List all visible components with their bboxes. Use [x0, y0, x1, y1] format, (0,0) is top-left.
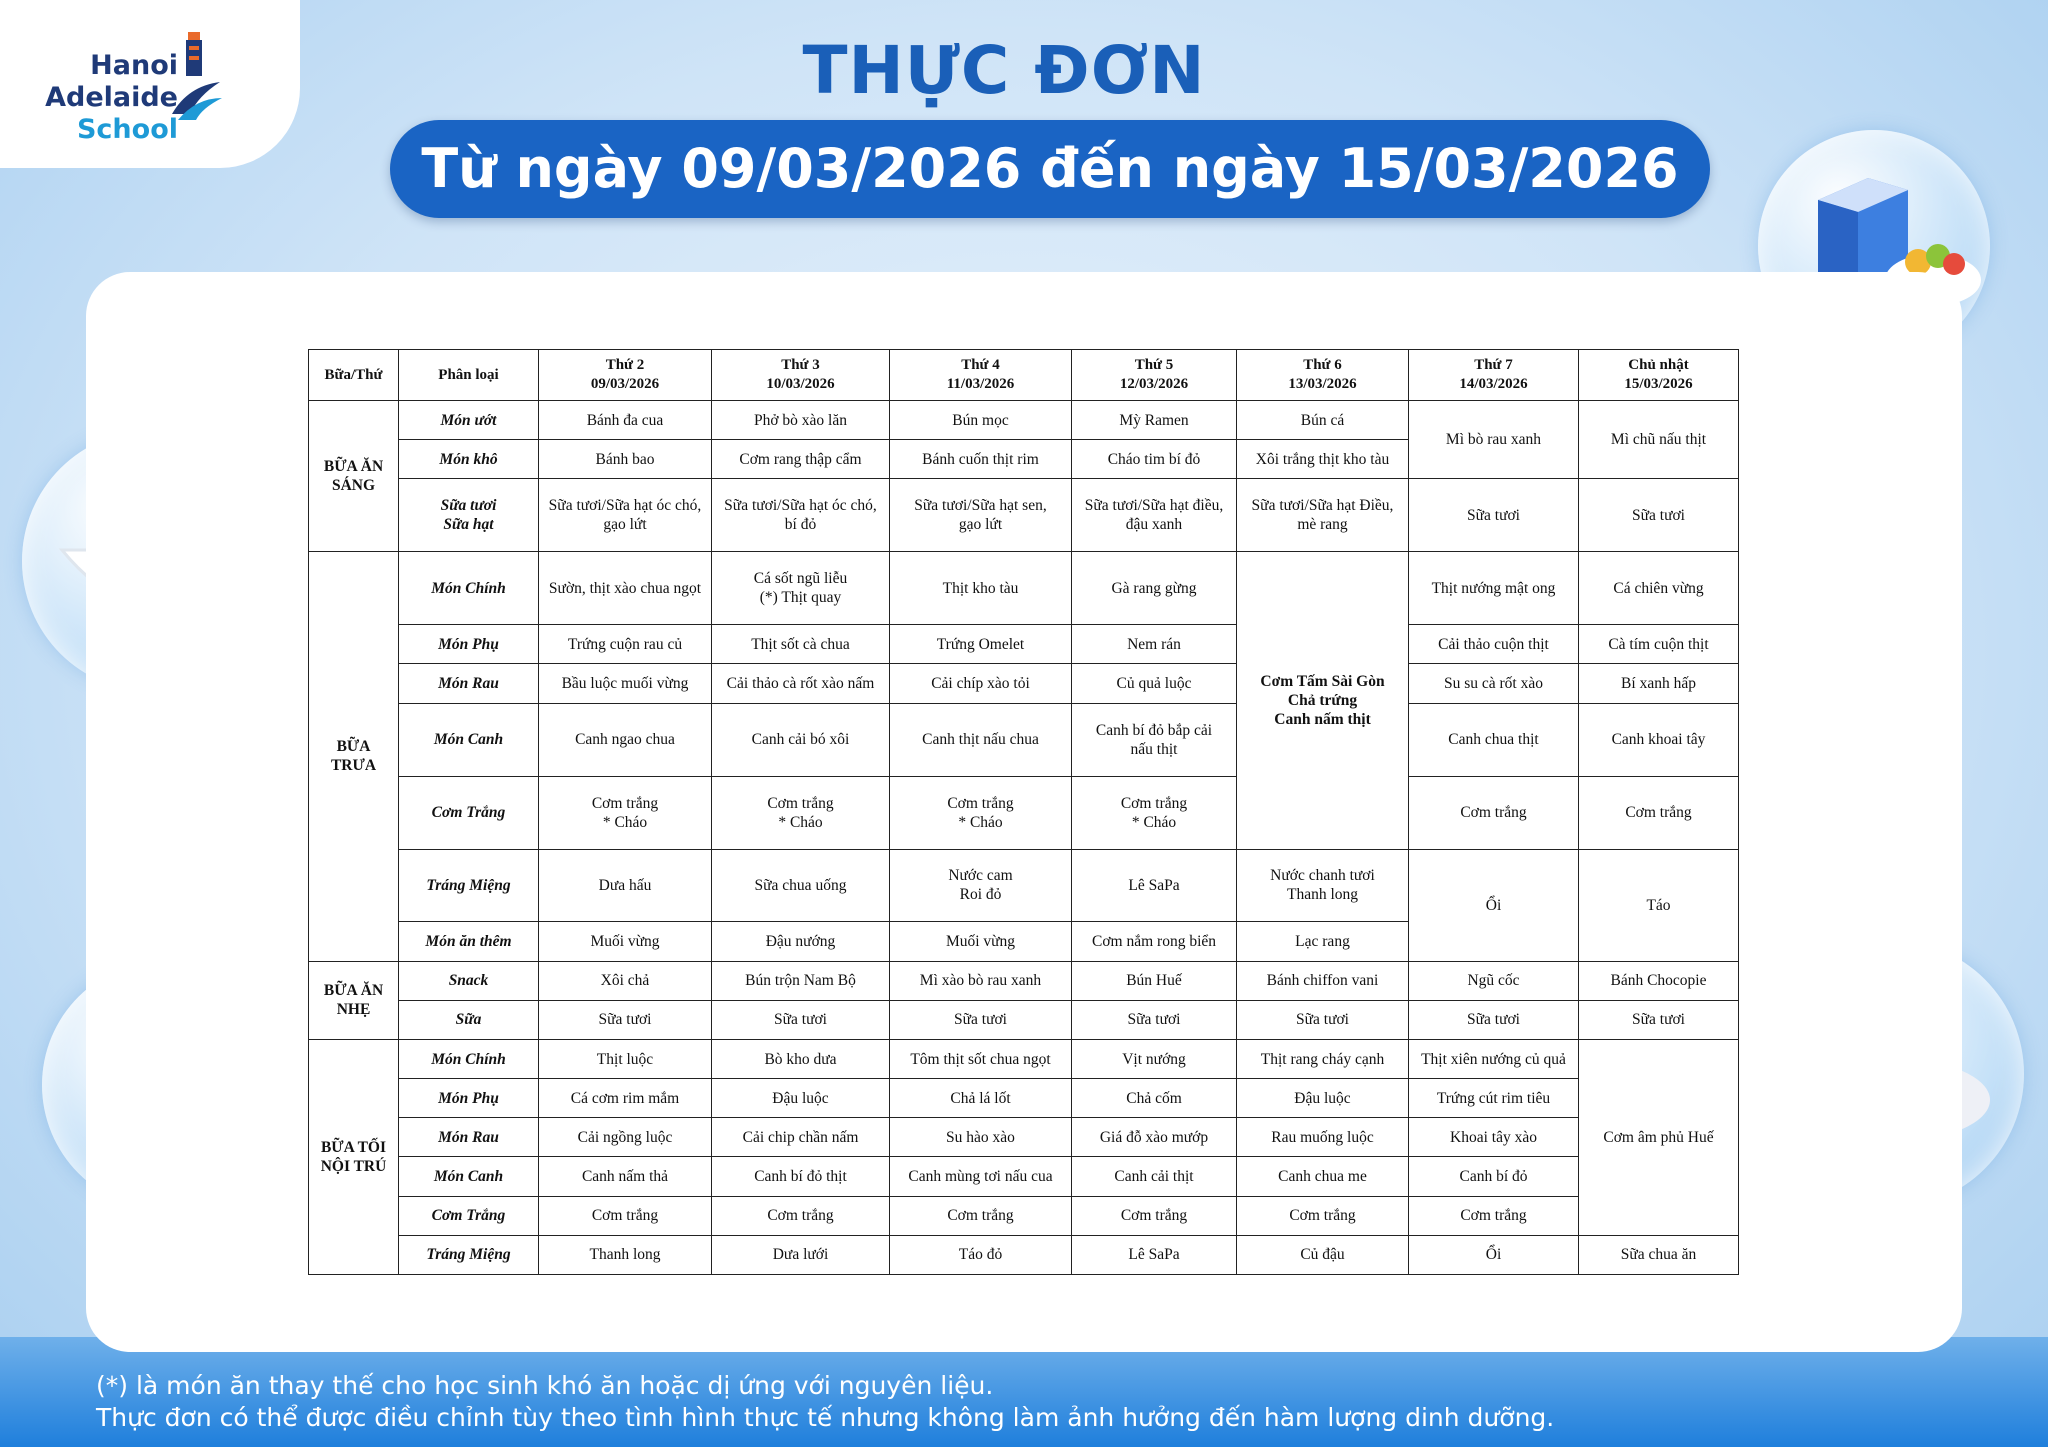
- menu-cell: Thịt nướng mật ong: [1409, 552, 1579, 625]
- menu-cell: Su hào xào: [890, 1118, 1072, 1157]
- table-row: [309, 1235, 1739, 1274]
- table-row: [309, 1196, 1739, 1235]
- header-day: Chủ nhật 15/03/2026: [1579, 350, 1739, 401]
- table-row: [309, 703, 1739, 776]
- table-row: [309, 776, 1739, 849]
- menu-cell: Thịt rang cháy cạnh: [1237, 1039, 1409, 1078]
- menu-cell: Sữa tươi: [712, 1000, 890, 1039]
- category-cell: Tráng Miệng: [399, 849, 539, 922]
- page-title: THỰC ĐƠN: [802, 32, 1206, 109]
- table-row: [309, 1079, 1739, 1118]
- menu-cell: Cơm rang thập cẩm: [712, 440, 890, 479]
- menu-cell: Su su cà rốt xào: [1409, 664, 1579, 703]
- menu-cell: Cơm trắng: [539, 1196, 712, 1235]
- table-row: [309, 664, 1739, 703]
- menu-cell: Canh ngao chua: [539, 703, 712, 776]
- menu-cell: Sữa tươi/Sữa hạt Điều, mè rang: [1237, 479, 1409, 552]
- menu-cell: Chả lá lốt: [890, 1079, 1072, 1118]
- menu-cell: Cải thảo cuộn thịt: [1409, 625, 1579, 664]
- menu-cell: Gà rang gừng: [1072, 552, 1237, 625]
- menu-cell: Bún mọc: [890, 401, 1072, 440]
- menu-cell: Canh chua thịt: [1409, 703, 1579, 776]
- table-row: [309, 552, 1739, 625]
- header-category: Phân loại: [399, 350, 539, 401]
- header-day: Thứ 5 12/03/2026: [1072, 350, 1237, 401]
- menu-cell: Cơm trắng: [1409, 1196, 1579, 1235]
- menu-cell: Bún trộn Nam Bộ: [712, 961, 890, 1000]
- menu-cell: Thanh long: [539, 1235, 712, 1274]
- menu-cell: Muối vừng: [890, 922, 1072, 961]
- logo-line-school: School: [76, 114, 178, 145]
- menu-cell: Cá sốt ngũ liễu (*) Thịt quay: [712, 552, 890, 625]
- menu-cell: Vịt nướng: [1072, 1039, 1237, 1078]
- menu-cell: Cải chip chần nấm: [712, 1118, 890, 1157]
- menu-cell: Sữa tươi/Sữa hạt điều, đậu xanh: [1072, 479, 1237, 552]
- category-cell: Món khô: [399, 440, 539, 479]
- menu-cell: Ổi: [1409, 1235, 1579, 1274]
- menu-cell: Bún Huế: [1072, 961, 1237, 1000]
- table-row: [309, 849, 1739, 922]
- header-day: Thứ 7 14/03/2026: [1409, 350, 1579, 401]
- table-row: [309, 479, 1739, 552]
- menu-cell: Nước chanh tươi Thanh long: [1237, 849, 1409, 922]
- menu-cell: Canh cải bó xôi: [712, 703, 890, 776]
- menu-cell: Canh bí đỏ: [1409, 1157, 1579, 1196]
- menu-cell: Cơm nắm rong biển: [1072, 922, 1237, 961]
- menu-cell: Thịt sốt cà chua: [712, 625, 890, 664]
- friday-special-cell: Cơm Tấm Sài Gòn Chả trứng Canh nấm thịt: [1237, 552, 1409, 849]
- menu-cell: Bí xanh hấp: [1579, 664, 1739, 703]
- menu-cell: Chả cốm: [1072, 1079, 1237, 1118]
- menu-cell: Bánh Chocopie: [1579, 961, 1739, 1000]
- menu-cell: Sữa tươi/Sữa hạt sen, gạo lứt: [890, 479, 1072, 552]
- menu-cell: Trứng cút rim tiêu: [1409, 1079, 1579, 1118]
- menu-cell: Sữa tươi: [1409, 1000, 1579, 1039]
- menu-cell: Cà tím cuộn thịt: [1579, 625, 1739, 664]
- menu-cell: Canh bí đỏ thịt: [712, 1157, 890, 1196]
- menu-table: [308, 349, 1739, 1275]
- menu-cell: Cơm trắng: [1579, 776, 1739, 849]
- category-cell: Món Phụ: [399, 1079, 539, 1118]
- menu-cell: Cải thảo cà rốt xào nấm: [712, 664, 890, 703]
- menu-cell: Thịt luộc: [539, 1039, 712, 1078]
- menu-cell: Cơm trắng: [712, 1196, 890, 1235]
- logo-line-hanoi: Hanoi: [90, 50, 178, 81]
- menu-cell: Cơm âm phủ Huế: [1579, 1039, 1739, 1235]
- menu-cell: Củ quả luộc: [1072, 664, 1237, 703]
- header-row: [309, 350, 1739, 401]
- menu-cell: Táo đỏ: [890, 1235, 1072, 1274]
- menu-cell: Cơm trắng * Cháo: [1072, 776, 1237, 849]
- category-cell: Món ăn thêm: [399, 922, 539, 961]
- table-row: [309, 961, 1739, 1000]
- menu-cell: Giá đỗ xào mướp: [1072, 1118, 1237, 1157]
- table-row: [309, 1039, 1739, 1078]
- menu-cell: Sữa chua uống: [712, 849, 890, 922]
- menu-cell: Sữa tươi: [1409, 479, 1579, 552]
- menu-cell: Cơm trắng: [1409, 776, 1579, 849]
- menu-cell: Trứng cuộn rau củ: [539, 625, 712, 664]
- menu-cell: Canh mùng tơi nấu cua: [890, 1157, 1072, 1196]
- menu-cell: Đậu nướng: [712, 922, 890, 961]
- menu-cell: Sữa tươi: [1237, 1000, 1409, 1039]
- menu-cell: Mỳ Ramen: [1072, 401, 1237, 440]
- menu-cell: Dưa hấu: [539, 849, 712, 922]
- table-row: [309, 401, 1739, 440]
- menu-cell: Canh bí đỏ bắp cải nấu thịt: [1072, 703, 1237, 776]
- menu-cell: Mì chũ nấu thịt: [1579, 401, 1739, 479]
- menu-cell: Đậu luộc: [1237, 1079, 1409, 1118]
- menu-cell: Ổi: [1409, 849, 1579, 961]
- menu-cell: Lê SaPa: [1072, 1235, 1237, 1274]
- menu-cell: Sữa tươi/Sữa hạt óc chó, bí đỏ: [712, 479, 890, 552]
- menu-cell: Nem rán: [1072, 625, 1237, 664]
- menu-cell: Lê SaPa: [1072, 849, 1237, 922]
- menu-cell: Canh cải thịt: [1072, 1157, 1237, 1196]
- table-row: [309, 1000, 1739, 1039]
- menu-cell: Thịt kho tàu: [890, 552, 1072, 625]
- menu-cell: Bún cá: [1237, 401, 1409, 440]
- menu-cell: Bánh bao: [539, 440, 712, 479]
- header-day: Thứ 4 11/03/2026: [890, 350, 1072, 401]
- category-cell: Món Chính: [399, 552, 539, 625]
- category-cell: Món ướt: [399, 401, 539, 440]
- menu-cell: Sữa chua ăn: [1579, 1235, 1739, 1274]
- header-day: Thứ 2 09/03/2026: [539, 350, 712, 401]
- menu-cell: Canh nấm thả: [539, 1157, 712, 1196]
- menu-cell: Cải ngồng luộc: [539, 1118, 712, 1157]
- category-cell: Món Chính: [399, 1039, 539, 1078]
- menu-cell: Cơm trắng * Cháo: [539, 776, 712, 849]
- logo-line-adelaide: Adelaide: [45, 82, 178, 113]
- menu-cell: Bánh cuốn thịt rim: [890, 440, 1072, 479]
- footnote-line-1: (*) là món ăn thay thế cho học sinh khó ăn hoặc dị ứng với nguyên liệu.: [96, 1371, 994, 1400]
- category-cell: Món Rau: [399, 664, 539, 703]
- category-cell: Món Rau: [399, 1118, 539, 1157]
- menu-cell: Sữa tươi: [1072, 1000, 1237, 1039]
- menu-cell: Cải chíp xào tỏi: [890, 664, 1072, 703]
- menu-cell: Mì xào bò rau xanh: [890, 961, 1072, 1000]
- menu-cell: Sữa tươi: [539, 1000, 712, 1039]
- date-range-text: Từ ngày 09/03/2026 đến ngày 15/03/2026: [421, 137, 1679, 200]
- meal-lunch: BỮA TRƯA: [309, 552, 399, 961]
- category-cell: Cơm Trắng: [399, 1196, 539, 1235]
- menu-cell: Sữa tươi: [1579, 479, 1739, 552]
- meal-snack: BỮA ĂN NHẸ: [309, 961, 399, 1039]
- menu-cell: Mì bò rau xanh: [1409, 401, 1579, 479]
- table-row: [309, 1157, 1739, 1196]
- date-range-banner: [390, 120, 1710, 218]
- menu-cell: Cá cơm rim mắm: [539, 1079, 712, 1118]
- category-cell: Sữa: [399, 1000, 539, 1039]
- category-cell: Món Canh: [399, 1157, 539, 1196]
- category-cell: Món Phụ: [399, 625, 539, 664]
- category-cell: Snack: [399, 961, 539, 1000]
- menu-cell: Canh thịt nấu chua: [890, 703, 1072, 776]
- menu-cell: Bầu luộc muối vừng: [539, 664, 712, 703]
- menu-cell: Cơm trắng: [890, 1196, 1072, 1235]
- menu-cell: Thịt xiên nướng củ quả: [1409, 1039, 1579, 1078]
- menu-cell: Cháo tim bí đỏ: [1072, 440, 1237, 479]
- table-row: [309, 1118, 1739, 1157]
- table-row: [309, 625, 1739, 664]
- menu-cell: Cá chiên vừng: [1579, 552, 1739, 625]
- menu-cell: Xôi trắng thịt kho tàu: [1237, 440, 1409, 479]
- category-cell: Món Canh: [399, 703, 539, 776]
- menu-cell: Xôi chả: [539, 961, 712, 1000]
- menu-cell: Sữa tươi: [1579, 1000, 1739, 1039]
- menu-cell: Phở bò xào lăn: [712, 401, 890, 440]
- header-day: Thứ 3 10/03/2026: [712, 350, 890, 401]
- menu-cell: Sườn, thịt xào chua ngọt: [539, 552, 712, 625]
- menu-cell: Khoai tây xào: [1409, 1118, 1579, 1157]
- menu-cell: Ngũ cốc: [1409, 961, 1579, 1000]
- menu-cell: Muối vừng: [539, 922, 712, 961]
- menu-cell: Tôm thịt sốt chua ngọt: [890, 1039, 1072, 1078]
- menu-cell: Nước cam Roi đỏ: [890, 849, 1072, 922]
- menu-cell: Trứng Omelet: [890, 625, 1072, 664]
- footnote: [96, 1370, 1896, 1434]
- menu-cell: Lạc rang: [1237, 922, 1409, 961]
- meal-dinner: BỮA TỐI NỘI TRÚ: [309, 1039, 399, 1274]
- menu-cell: Bánh đa cua: [539, 401, 712, 440]
- menu-cell: Cơm trắng: [1072, 1196, 1237, 1235]
- menu-cell: Rau muống luộc: [1237, 1118, 1409, 1157]
- menu-cell: Canh khoai tây: [1579, 703, 1739, 776]
- menu-cell: Táo: [1579, 849, 1739, 961]
- menu-cell: Canh chua me: [1237, 1157, 1409, 1196]
- menu-cell: Cơm trắng: [1237, 1196, 1409, 1235]
- meal-breakfast: BỮA ĂN SÁNG: [309, 401, 399, 552]
- menu-cell: Sữa tươi: [890, 1000, 1072, 1039]
- menu-cell: Bò kho dưa: [712, 1039, 890, 1078]
- header-meal: Bữa/Thứ: [309, 350, 399, 401]
- menu-cell: Đậu luộc: [712, 1079, 890, 1118]
- menu-cell: Sữa tươi/Sữa hạt óc chó, gạo lứt: [539, 479, 712, 552]
- menu-cell: Bánh chiffon vani: [1237, 961, 1409, 1000]
- header-day: Thứ 6 13/03/2026: [1237, 350, 1409, 401]
- category-cell: Sữa tươi Sữa hạt: [399, 479, 539, 552]
- menu-cell: Củ đậu: [1237, 1235, 1409, 1274]
- category-cell: Tráng Miệng: [399, 1235, 539, 1274]
- footnote-line-2: Thực đơn có thể được điều chỉnh tùy theo tình hình thực tế nhưng không làm ảnh hưởng đến hàm lượng dinh dưỡng.: [96, 1403, 1555, 1432]
- menu-cell: Dưa lưới: [712, 1235, 890, 1274]
- category-cell: Cơm Trắng: [399, 776, 539, 849]
- menu-cell: Cơm trắng * Cháo: [890, 776, 1072, 849]
- menu-cell: Cơm trắng * Cháo: [712, 776, 890, 849]
